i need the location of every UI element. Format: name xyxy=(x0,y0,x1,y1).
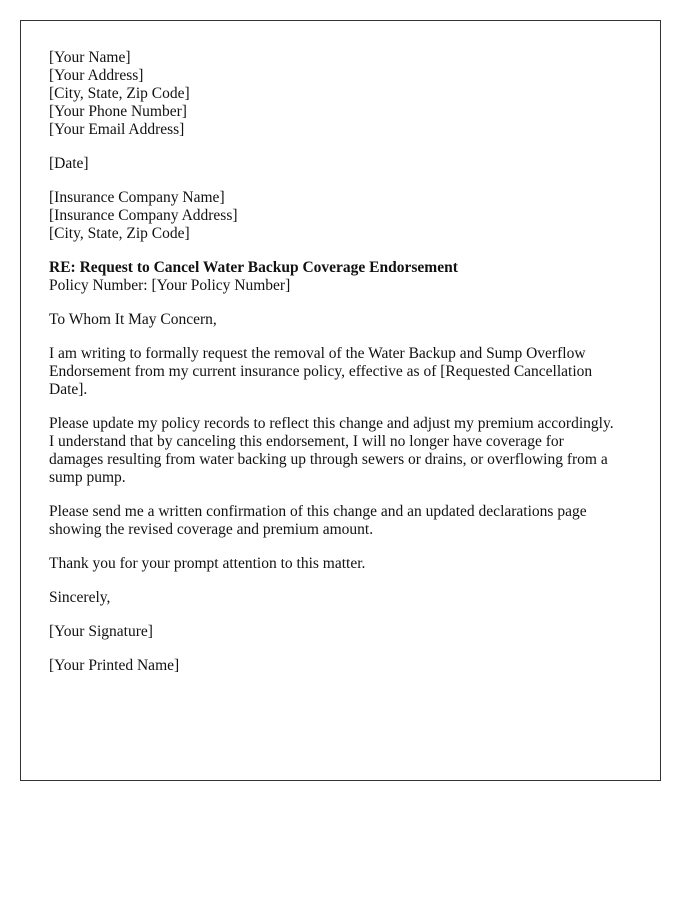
recipient-block xyxy=(49,189,632,243)
sender-phone: [Your Phone Number] xyxy=(49,103,187,120)
text-line: Endorsement from my current insurance policy, effective as of [Requested Cancellation xyxy=(49,363,593,380)
sender-email: [Your Email Address] xyxy=(49,121,185,138)
text-line: Thank you for your prompt attention to this matter. xyxy=(49,555,366,572)
date: [Date] xyxy=(49,155,89,172)
letter xyxy=(20,20,661,781)
signature: [Your Signature] xyxy=(49,623,153,640)
body-paragraph xyxy=(49,415,632,487)
salutation: To Whom It May Concern, xyxy=(49,311,217,328)
body-paragraph xyxy=(49,555,632,573)
text-line: I am writing to formally request the removal of the Water Backup and Sump Overflow xyxy=(49,345,586,362)
closing: Sincerely, xyxy=(49,589,111,606)
recipient-name: [Insurance Company Name] xyxy=(49,189,225,206)
text-line: sump pump. xyxy=(49,469,126,486)
body-paragraph xyxy=(49,503,632,539)
text-line: damages resulting from water backing up through sewers or drains, or overflowing from a xyxy=(49,451,608,468)
subject-line: RE: Request to Cancel Water Backup Coverage Endorsement xyxy=(49,259,458,276)
sender-city: [City, State, Zip Code] xyxy=(49,85,190,102)
policy-number: Policy Number: [Your Policy Number] xyxy=(49,277,291,294)
body-paragraph xyxy=(49,345,632,399)
sender-block xyxy=(49,49,632,139)
text-line: Please update my policy records to reflect this change and adjust my premium accordingly. xyxy=(49,415,614,432)
text-line: Date]. xyxy=(49,381,88,398)
text-line: showing the revised coverage and premium amount. xyxy=(49,521,374,538)
sender-name: [Your Name] xyxy=(49,49,131,66)
recipient-address: [Insurance Company Address] xyxy=(49,207,238,224)
sender-address: [Your Address] xyxy=(49,67,144,84)
recipient-city: [City, State, Zip Code] xyxy=(49,225,190,242)
text-line: Please send me a written confirmation of this change and an updated declarations page xyxy=(49,503,587,520)
printed-name: [Your Printed Name] xyxy=(49,657,180,674)
subject-block xyxy=(49,259,632,295)
text-line: I understand that by canceling this endorsement, I will no longer have coverage for xyxy=(49,433,564,450)
